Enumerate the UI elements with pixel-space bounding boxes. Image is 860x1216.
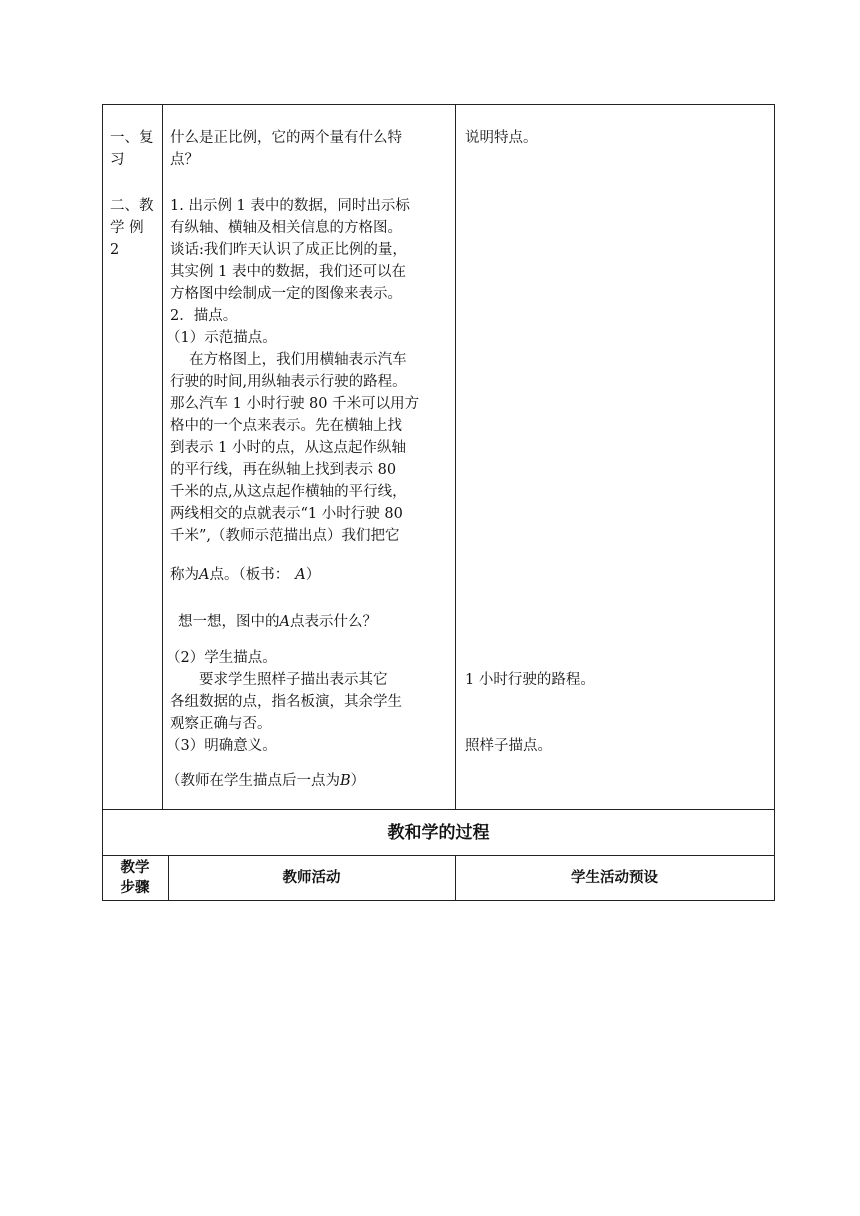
teacher-line: 方格图中绘制成一定的图像来表示。 <box>170 286 402 302</box>
point-a-text-2: 点。（板书： <box>209 567 290 583</box>
meaning-heading: （3）明确意义。 <box>166 738 277 754</box>
step-teach-line-3: 2 <box>110 242 120 258</box>
teacher-line: 1. 出示例 1 表中的数据，同时出示标 <box>170 198 410 214</box>
teacher-review-line-2: 点？ <box>170 152 199 168</box>
step-teach-line-2: 学 例 <box>110 220 144 236</box>
student-note-1: 说明特点。 <box>465 130 538 146</box>
teacher-line: 千米的点,从这点起作横轴的平行线， <box>170 484 407 500</box>
step-teach-line-1: 二、教 <box>110 198 154 214</box>
point-a-symbol-board: A <box>295 567 306 583</box>
teacher-line: 两线相交的点就表示“1 小时行驶 80 <box>170 506 403 522</box>
header-student: 学生活动预设 <box>571 870 658 886</box>
teacher-line: 的平行线，再在纵轴上找到表示 80 <box>170 462 397 478</box>
teacher-line: 其实例 1 表中的数据，我们还可以在 <box>170 264 406 280</box>
student-note-3: 照样子描点。 <box>465 738 552 754</box>
student-note-2: 1 小时行驶的路程。 <box>465 672 595 688</box>
step-review-line-2: 习 <box>110 152 125 168</box>
student-plot-heading: （2）学生描点。 <box>166 650 277 666</box>
point-a-line <box>170 565 320 587</box>
teacher-line: 谈话:我们昨天认识了成正比例的量， <box>170 242 407 258</box>
teacher-line: 有纵轴、横轴及相关信息的方格图。 <box>170 220 402 236</box>
step-review-line-1: 一、复 <box>110 130 154 146</box>
header-step-line-1: 教学 <box>120 860 150 876</box>
think-text-1: 想一想，图中的 <box>178 614 280 630</box>
think-symbol: A <box>279 614 290 630</box>
student-column-divider <box>455 104 456 809</box>
table-left-border <box>102 104 103 901</box>
teacher-line: （1）示范描点。 <box>166 330 277 346</box>
student-plot-line: 要求学生照样子描出表示其它 <box>170 672 388 688</box>
teacher-review-line-1: 什么是正比例，它的两个量有什么特 <box>170 130 402 146</box>
think-question <box>178 612 377 634</box>
teacher-line: 到表示 1 小时的点，从这点起作纵轴 <box>170 440 406 456</box>
step-column-divider <box>162 104 163 809</box>
teacher-line: 行驶的时间,用纵轴表示行驶的路程。 <box>170 374 407 390</box>
header-row-top <box>102 855 775 856</box>
table-right-border <box>774 104 775 901</box>
point-a-symbol: A <box>199 567 210 583</box>
final-symbol: B <box>340 773 351 789</box>
header-step-line-2: 步骤 <box>120 880 150 896</box>
teacher-line: 千米”,（教师示范描出点）我们把它 <box>170 528 400 544</box>
teacher-line: 格中的一个点来表示。先在横轴上找 <box>170 418 402 434</box>
student-plot-line: 观察正确与否。 <box>170 716 272 732</box>
header-teacher: 教师活动 <box>282 870 341 886</box>
final-text-2: ） <box>350 773 366 789</box>
student-plot-line: 各组数据的点，指名板演，其余学生 <box>170 694 402 710</box>
teacher-line: 2．描点。 <box>170 308 238 324</box>
teacher-line: 在方格图上，我们用横轴表示汽车 <box>170 352 407 368</box>
point-a-text-1: 称为 <box>170 567 199 583</box>
final-note <box>166 771 365 793</box>
teacher-line: 那么汽车 1 小时行驶 80 千米可以用方 <box>170 396 420 412</box>
process-row-top <box>102 809 775 810</box>
point-a-text-3: ） <box>305 567 321 583</box>
final-text-1: （教师在学生描点后一点为 <box>166 773 340 789</box>
table-top-border <box>102 104 775 105</box>
process-title: 教和学的过程 <box>387 823 490 843</box>
think-text-2: 点表示什么？ <box>289 614 377 630</box>
table-bottom-border <box>102 900 775 901</box>
